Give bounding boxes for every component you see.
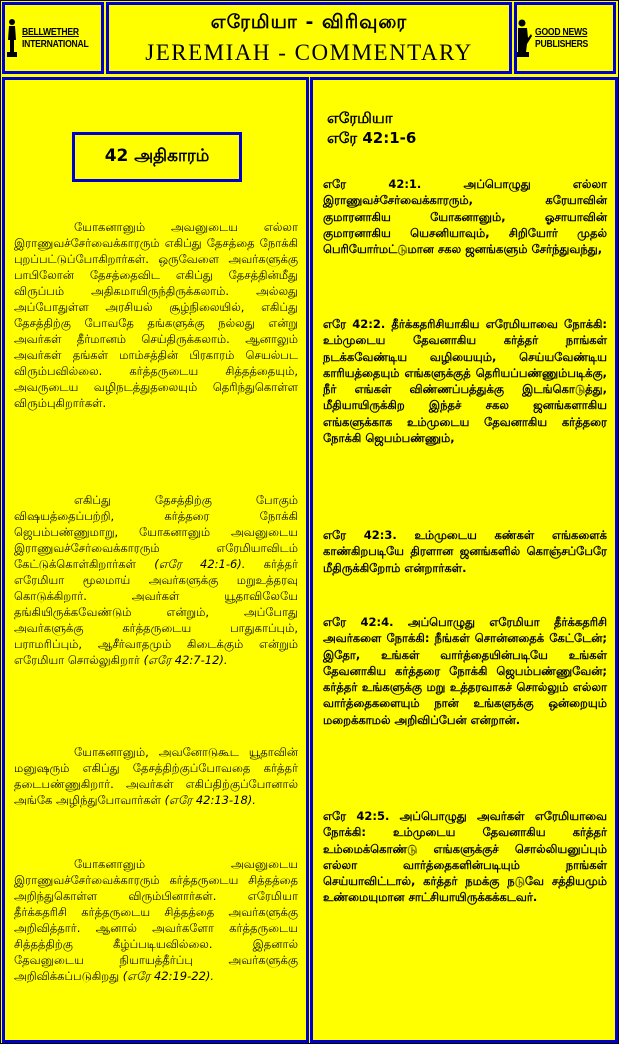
commentary-paragraph-3 bbox=[14, 744, 298, 808]
bellwether-line1: BELLWETHER bbox=[21, 26, 79, 38]
title-box bbox=[106, 2, 512, 74]
commentary-paragraph-4 bbox=[14, 856, 298, 984]
paragraph-4-text: யோகனானும் அவனுடைய இராணுவச்சேர்வைக்காரரும் கர்த்தருடைய சித்தத்தை அறிந்துகொள்ள விரும்பினார்கள். எரேமியா தீர்க்கதரிசி கர்த்தருடைய சித்தத்தை அவர்களுக்கு அறிவித்தார். ஆனால் அவர்களோ கர்த்தருடைய சித்தத்திற்கு கீழ்ப்படியவில்லை. இதனால் தேவனுடைய நியாயத்தீர்ப்பு அவர்களுக்கு அறிவிக்கப்படுகிறது bbox=[14, 857, 298, 983]
verse-42-1: எரே 42:1. அப்பொழுது எல்லா இராணுவச்சேர்வைக்காரரும், கரேயாவின் குமாரனாகிய யோகனானும், ஓசாயாவின் குமாரனாகிய யெசனியாவும், சிறியோர் முதல் பெரியோர்மட்டுமான சகல ஜனங்களும் சேர்ந்துவந்து, bbox=[323, 177, 607, 257]
good-news-line1: GOOD NEWS bbox=[534, 26, 587, 38]
page-header bbox=[1, 1, 618, 77]
verse-42-3: எரே 42:3. உம்முடைய கண்கள் எங்களைக் காண்கிறபடியே திரளான ஜனங்களில் கொஞ்சப்பேரே மீதிருக்கிறோம் என்றார்கள். bbox=[323, 528, 607, 575]
paragraph-2-text: எகிப்து தேசத்திற்கு போகும் விஷயத்தைப்பற்றி, கர்த்தரை நோக்கி ஜெபம்பண்ணுமாறு, யோகனானும் அவனுடைய இராணுவச்சேர்வைக்காரரும் எரேமியாவிடம் கேட்டுக்கொள்கிறார்கள் bbox=[14, 493, 298, 571]
bellwether-logo bbox=[2, 2, 104, 74]
scripture-reference: (எரே 42:1-6). bbox=[154, 557, 246, 571]
scripture-reference: (எரே 42:7-12). bbox=[143, 653, 228, 667]
good-news-logo bbox=[514, 2, 616, 74]
left-commentary-column bbox=[2, 77, 309, 1043]
bellwether-logo-text bbox=[22, 26, 88, 50]
paragraph-1-text: யோகனானும் அவனுடைய எல்லா இராணுவச்சேர்வைக்காரரும் எகிப்து தேசத்தை நோக்கி புறப்பட்டுப்போகிறார்கள். ஒருவேளை அவர்களுக்கு பாபிலோன் தேசத்தைவிட எகிப்து தேசத்தின்மீது விருப்பம் அதிகமாயிருந்திருக்கலாம். அல்லது அப்போதுள்ள அரசியல் சூழ்நிலையில், எகிப்து தேசத்திற்கு போவதே தங்களுக்கு நல்லது என்று அவர்கள் தீர்மானம் செய்திருக்கலாம். ஆனாலும் அவர்கள் தங்கள் மாம்சத்தின் பிரகாரம் செயல்பட விரும்பவில்லை. கர்த்தருடைய சித்தத்தையும், அவருடைய வழிநடத்துதலையும் தெரிந்துகொள்ள விரும்புகிறார்கள். bbox=[14, 220, 298, 410]
verse-42-2: எரே 42:2. தீர்க்கதரிசியாகிய எரேமியாவை நோக்கி: உம்முடைய தேவனாகிய கர்த்தர் நாங்கள் நடக்கவேண்டிய வழியையும், செய்யவேண்டிய காரியத்தையும் எங்களுக்குத் தெரியப்பண்ணும்படிக்கு, நீர் எங்கள் விண்ணப்பத்துக்கு இடங்கொடுத்து, மீதியாயிருக்கிற இந்தச் சகல ஜனங்களாகிய எங்களுக்காக உம்முடைய தேவனாகிய கர்த்தரை நோக்கி ஜெபம்பண்ணும், bbox=[323, 317, 607, 446]
book-reader-icon bbox=[516, 18, 532, 58]
chapter-heading: 42 அதிகாரம் bbox=[72, 132, 242, 182]
paragraph-2-text-cont: கர்த்தர் எரேமியா மூலமாய் அவர்களுக்கு மறுஉத்தரவு கொடுக்கிறார். அவர்கள் யூதாவிலேயே தங்கியிருக்கவேண்டும் என்றும், அப்போது அவர்களுக்கு கர்த்தருடைய பாதுகாப்பும், பராமரிப்பும், ஆசீர்வாதமும் கிடைக்கும் என்றும் எரேமியா சொல்லுகிறார் bbox=[14, 557, 299, 667]
page-title-english: JEREMIAH - COMMENTARY bbox=[145, 40, 473, 65]
verse-42-5: எரே 42:5. அப்பொழுது அவர்கள் எரேமியாவை நோக்கி: உம்முடைய தேவனாகிய கர்த்தர் உம்மைக்கொண்டு எங்களுக்குச் சொல்லியனுப்பும் எல்லா வார்த்தைகளின்படியும் நாங்கள் செய்யாவிட்டால், கர்த்தர் நமக்கு நடுவே சத்தியமும் உண்மையுமான சாட்சியாயிருக்கக்கடவர். bbox=[323, 809, 607, 905]
good-news-line2: PUBLISHERS bbox=[534, 38, 588, 50]
statue-icon bbox=[5, 18, 19, 58]
right-scripture-column bbox=[310, 77, 618, 1043]
scripture-reference: (எரே 42:13-18). bbox=[164, 793, 256, 807]
bellwether-line2: INTERNATIONAL bbox=[21, 38, 88, 50]
good-news-logo-text bbox=[535, 26, 601, 50]
commentary-paragraph-2 bbox=[14, 492, 298, 668]
scripture-reference: (எரே 42:19-22). bbox=[122, 969, 215, 983]
paragraph-3-text: யோகனானும், அவனோடுகூட யூதாவின் மனுஷரும் எகிப்து தேசத்திற்குப்போவதை கர்த்தர் தடைபண்ணுகிறார். அவர்கள் எகிப்திற்குப்போனால் அங்கே அழிந்துபோவார்கள் bbox=[14, 745, 298, 807]
scripture-heading bbox=[327, 108, 416, 148]
page-title-tamil: எரேமியா - விரிவுரை bbox=[210, 11, 408, 33]
passage-reference: எரே 42:1-6 bbox=[327, 129, 417, 147]
commentary-paragraph-1 bbox=[14, 219, 298, 411]
book-name: எரேமியா bbox=[327, 109, 393, 127]
verse-42-4: எரே 42:4. அப்பொழுது எரேமியா தீர்க்கதரிசி அவர்களை நோக்கி: நீங்கள் சொன்னதைக் கேட்டேன்; இதோ, உங்கள் வார்த்தையின்படியே உங்கள் தேவனாகிய கர்த்தரை நோக்கி ஜெபம்பண்ணுவேன்; கர்த்தர் உங்களுக்கு மறு உத்தரவாகச் சொல்லும் எல்லா வார்த்தைகளையும் நான் உங்களுக்கு ஒன்றையும் மறைக்காமல் அறிவிப்பேன் என்றான். bbox=[323, 615, 607, 727]
